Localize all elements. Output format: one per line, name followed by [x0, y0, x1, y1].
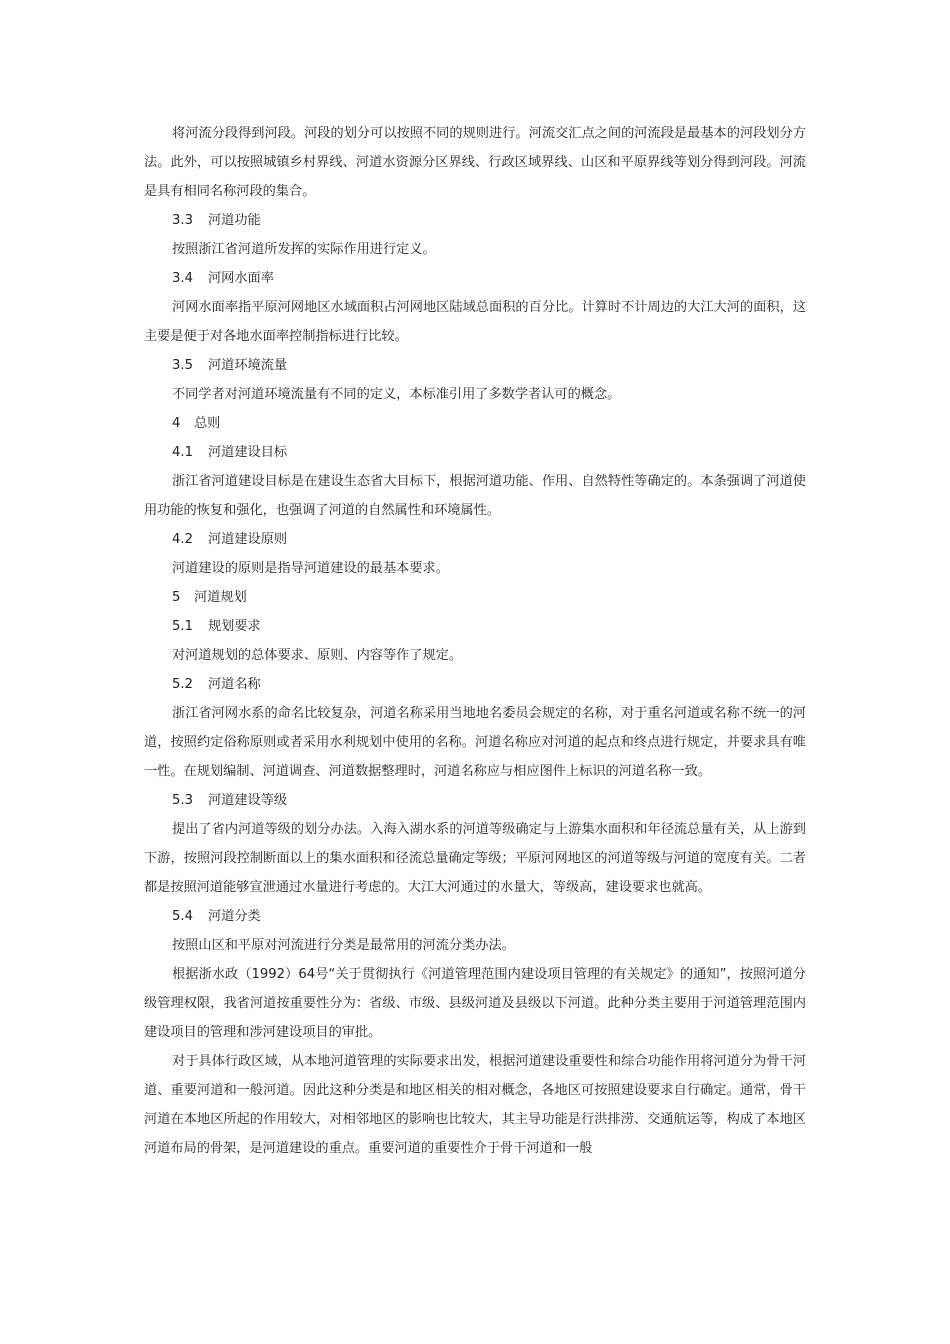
- section-number: 5.2: [172, 677, 193, 692]
- paragraph: 按照山区和平原对河流进行分类是最常用的河流分类办法。: [172, 938, 515, 953]
- section-number: 4.1: [172, 445, 193, 460]
- section-number: 4.2: [172, 532, 193, 547]
- section-title: 总则: [194, 416, 221, 431]
- paragraph: 根据浙水政（1992）64号“关于贯彻执行《河道管理范围内建设项目管理的有关规定》的通知”，按照河道分级管理权限，我省河道按重要性分为：省级、市级、县级河道及县级以下河道。此种分类主要用于河道管理范围内建设项目的管理和涉河建设项目的审批。: [144, 967, 806, 1040]
- section-number: 3.3: [172, 213, 193, 228]
- section-title: 河道建设原则: [208, 532, 288, 547]
- section-title: 河道名称: [208, 677, 261, 692]
- paragraph: 浙江省河道建设目标是在建设生态省大目标下，根据河道功能、作用、自然特性等确定的。本条强调了河道使用功能的恢复和强化，也强调了河道的自然属性和环境属性。: [144, 474, 806, 518]
- section-title: 河道建设等级: [208, 793, 288, 808]
- section-heading: [144, 583, 806, 612]
- section-heading: [144, 438, 806, 467]
- section-title: 规划要求: [208, 619, 261, 634]
- paragraph: 按照浙江省河道所发挥的实际作用进行定义。: [172, 242, 436, 257]
- paragraph: 对于具体行政区域，从本地河道管理的实际要求出发，根据河道建设重要性和综合功能作用将河道分为骨干河道、重要河道和一般河道。因此这种分类是和地区相关的相对概念，各地区可按照建设要求自行确定。通常，骨干河道在本地区所起的作用较大，对相邻地区的影响也比较大，其主导功能是行洪排涝、交通航运等，构成了本地区河道布局的骨架，是河道建设的重点。重要河道的重要性介于骨干河道和一般: [144, 1054, 806, 1156]
- section-heading: [144, 525, 806, 554]
- section-title: 河道环境流量: [208, 358, 288, 373]
- section-heading: [144, 786, 806, 815]
- paragraph: 河道建设的原则是指导河道建设的最基本要求。: [172, 561, 449, 576]
- section-number: 3.5: [172, 358, 193, 373]
- section-title: 河道建设目标: [208, 445, 288, 460]
- section-heading: [144, 206, 806, 235]
- paragraph: 河网水面率指平原河网地区水域面积占河网地区陆域总面积的百分比。计算时不计周边的大江大河的面积，这主要是便于对各地水面率控制指标进行比较。: [144, 300, 806, 344]
- paragraph: 不同学者对河道环境流量有不同的定义，本标准引用了多数学者认可的概念。: [172, 387, 621, 402]
- section-number: 5.3: [172, 793, 193, 808]
- section-heading: [144, 670, 806, 699]
- section-number: 3.4: [172, 271, 193, 286]
- section-title: 河道分类: [208, 909, 261, 924]
- section-number: 5: [172, 590, 181, 605]
- section-title: 河网水面率: [208, 271, 274, 286]
- section-heading: [144, 612, 806, 641]
- section-number: 4: [172, 416, 181, 431]
- section-title: 河道规划: [194, 590, 247, 605]
- section-heading: [144, 902, 806, 931]
- section-number: 5.4: [172, 909, 193, 924]
- paragraph: 浙江省河网水系的命名比较复杂，河道名称采用当地地名委员会规定的名称，对于重名河道或名称不统一的河道，按照约定俗称原则或者采用水利规划中使用的名称。河道名称应对河道的起点和终点进行规定，并要求具有唯一性。在规划编制、河道调查、河道数据整理时，河道名称应与相应图件上标识的河道名称一致。: [144, 706, 806, 779]
- document-body: [144, 119, 806, 1163]
- section-title: 河道功能: [208, 213, 261, 228]
- section-number: 5.1: [172, 619, 193, 634]
- section-heading: [144, 351, 806, 380]
- section-heading: [144, 409, 806, 438]
- paragraph: 将河流分段得到河段。河段的划分可以按照不同的规则进行。河流交汇点之间的河流段是最基本的河段划分方法。此外，可以按照城镇乡村界线、河道水资源分区界线、行政区域界线、山区和平原界线等划分得到河段。河流是具有相同名称河段的集合。: [144, 126, 806, 199]
- paragraph: 对河道规划的总体要求、原则、内容等作了规定。: [172, 648, 463, 663]
- section-heading: [144, 264, 806, 293]
- paragraph: 提出了省内河道等级的划分办法。入海入湖水系的河道等级确定与上游集水面积和年径流总量有关，从上游到下游，按照河段控制断面以上的集水面积和径流总量确定等级；平原河网地区的河道等级与河道的宽度有关。二者都是按照河道能够宣泄通过水量进行考虑的。大江大河通过的水量大，等级高，建设要求也就高。: [144, 822, 806, 895]
